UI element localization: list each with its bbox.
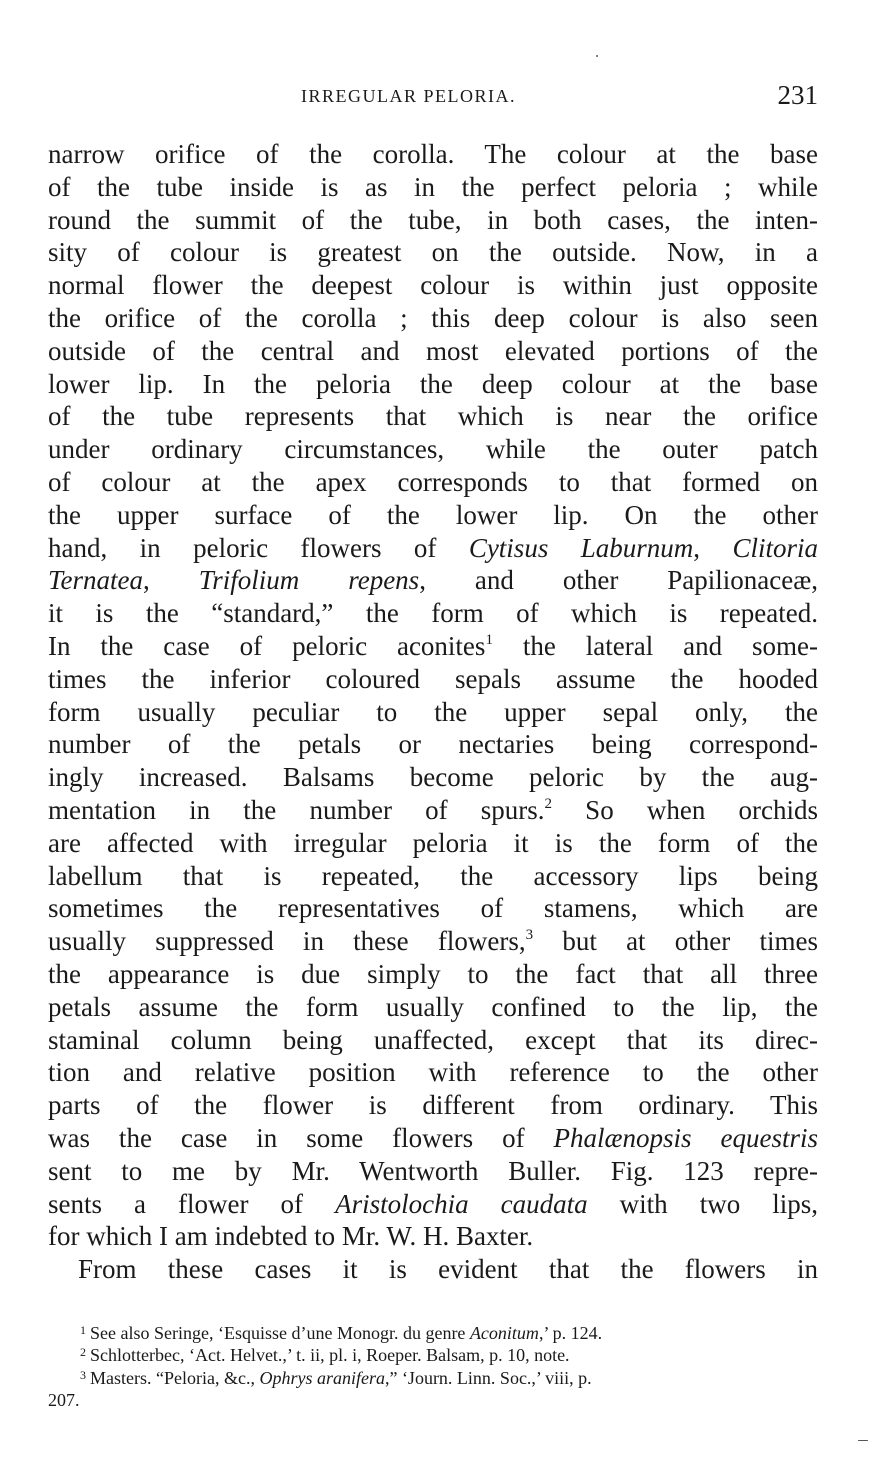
text-line: sent to me by Mr. Wentworth Buller. Fig. 123 repre- [48,1155,818,1186]
footnote-3: 3 Masters. “Peloria, &c., Ophrys aranifera,” ‘Journ. Linn. Soc.,’ viii, p. [48,1367,818,1389]
text-line: ingly increased. Balsams become peloric by the aug- [48,762,818,793]
text-line: outside of the central and most elevated portions of the [48,335,818,366]
text-line: sometimes the representatives of stamens, which are [48,893,818,924]
text-line: sents a flower of Aristolochia caudata with two lips, [48,1188,818,1219]
footnote-ref: 2 [544,795,553,812]
footnotes [48,1322,818,1411]
text-line: of colour at the apex corresponds to that formed on [48,466,818,497]
text-line: form usually peculiar to the upper sepal only, the [48,696,818,727]
text-line: under ordinary circumstances, while the outer patch [48,434,818,465]
species-name: Clitoria [732,532,818,563]
text-line: for which I am indebted to Mr. W. H. Baxter. [48,1221,534,1252]
text-line: the appearance is due simply to the fact that all three [48,958,818,989]
page-header [48,80,818,116]
text-line: the orifice of the corolla ; this deep colour is also seen [48,302,818,333]
text-line: In the case of peloric aconites$^1$ the lateral and some- [48,630,818,661]
text-line: petals assume the form usually confined to the lip, the [48,991,818,1022]
text-line: narrow orifice of the corolla. The colour at the base [48,139,818,169]
footnote-mark: 3 [80,1367,86,1382]
footnote-mark: 1 [80,1323,86,1337]
footnote-ref: 3 [525,927,534,944]
text-line: was the case in some flowers of Phalænopsis equestris [48,1122,818,1153]
footnote-1: 1 See also Seringe, ‘Esquisse d’une Monogr. du genre Aconitum,’ p. 124. [48,1322,818,1344]
species-name: Aristolochia caudata [335,1188,588,1219]
species-name: Ternatea [48,565,144,596]
text-line: Ternatea, Trifolium repens, and other Papilionaceæ, [48,565,818,596]
text-line: the upper surface of the lower lip. On the other [48,499,818,530]
print-speck [596,55,598,57]
species-name: Cytisus Laburnum [468,532,694,563]
text-line: labellum that is repeated, the accessory lips being [48,860,818,891]
running-head: IRREGULAR PELORIA. [301,86,516,106]
print-speck [858,1440,868,1441]
species-name: Phalænopsis equestris [553,1122,818,1153]
text-line: From these cases it is evident that the flowers in [78,1254,818,1285]
text-line: normal flower the deepest colour is within just opposite [48,270,818,301]
footnote-3-continuation: 207. [48,1389,80,1410]
text-line: of the tube inside is as in the perfect peloria ; while [48,171,818,202]
text-line: sity of colour is greatest on the outside. Now, in a [48,237,818,268]
footnote-mark: 2 [80,1345,86,1360]
text-line: number of the petals or nectaries being correspond- [48,729,818,760]
text-line: round the summit of the tube, in both cases, the inten- [48,204,818,235]
text-line: parts of the flower is different from ordinary. This [48,1090,818,1121]
text-line: mentation in the number of spurs.$^2$ So when orchids [48,794,818,825]
footnote-ref: 1 [485,631,493,648]
text-line: hand, in peloric flowers of Cytisus Laburnum, Clitoria [48,532,818,563]
species-name: Trifolium repens [198,565,420,596]
body-text [48,138,818,1286]
text-line: lower lip. In the peloria the deep colour at the base [48,368,818,399]
text-line: tion and relative position with reference to the other [48,1057,818,1088]
text-line: are affected with irregular peloria it is the form of the [48,827,818,858]
footnote-2: 2 Schlotterbec, ‘Act. Helvet.,’ t. ii, pl. i, Roeper. Balsam, p. 10, note. [48,1344,818,1366]
text-line: of the tube represents that which is near the orifice [48,401,818,432]
page-number: 231 [777,80,818,110]
text-line: usually suppressed in these flowers,$^3$ but at other times [48,926,818,957]
text-line: it is the “standard,” the form of which is repeated. [48,598,818,629]
text-line: times the inferior coloured sepals assume the hooded [48,663,818,694]
text-line: staminal column being unaffected, except that its direc- [48,1024,818,1055]
